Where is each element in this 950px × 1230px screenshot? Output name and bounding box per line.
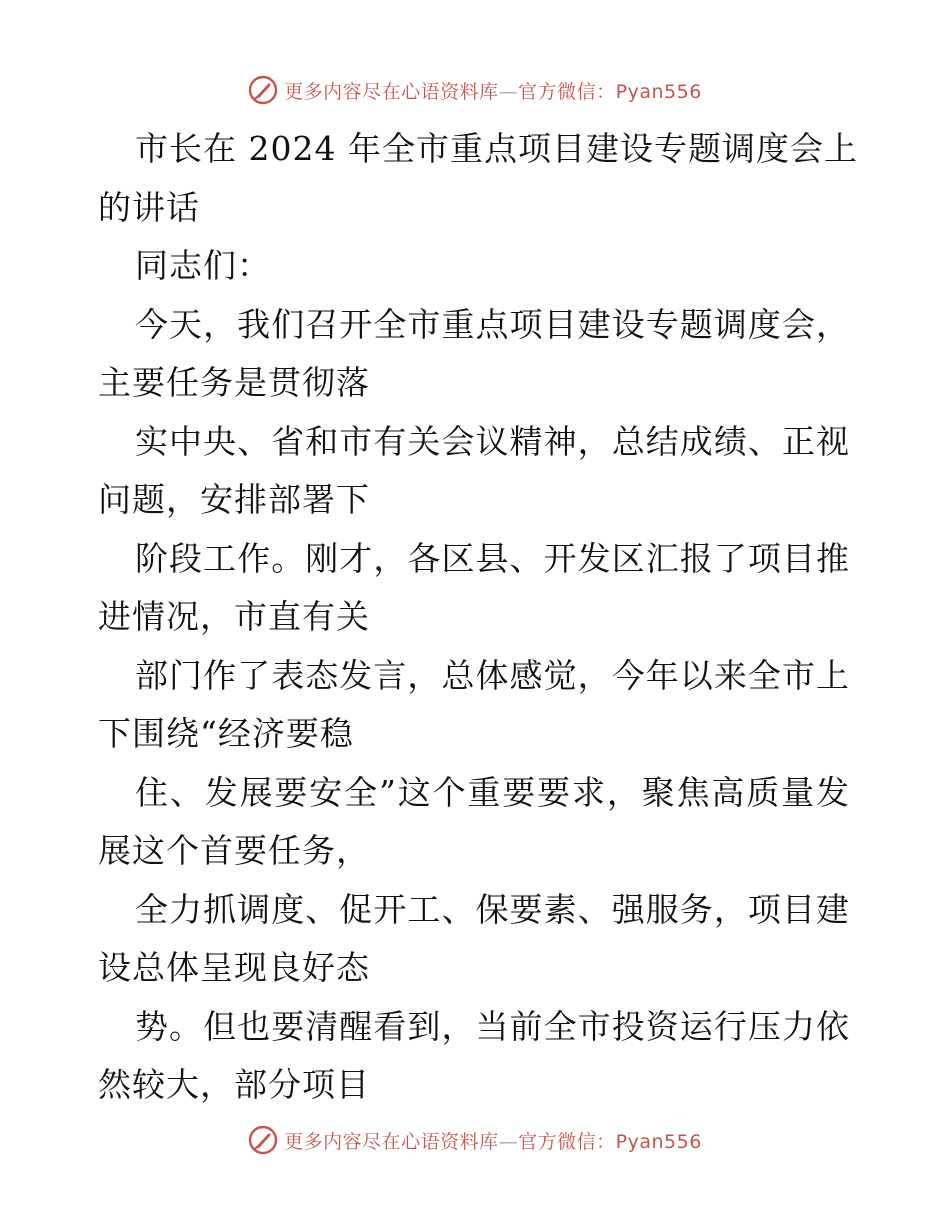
banner-text <box>284 1127 702 1154</box>
header-banner <box>0 72 950 108</box>
body-line: 进情况，市直有关 <box>98 597 370 636</box>
body-line: 展这个首要任务， <box>98 831 370 870</box>
banner-text <box>284 77 702 104</box>
body-line: 势。但也要清醒看到，当前全市投资运行压力依 <box>135 1006 850 1046</box>
body-line: 主要任务是贯彻落 <box>98 363 370 402</box>
body-line: 部门作了表态发言，总体感觉，今年以来全市上 <box>135 655 850 695</box>
body-line: 下围绕“经济要稳 <box>98 714 354 753</box>
banner-separator: — <box>498 1130 519 1153</box>
body-line: 问题，安排部署下 <box>98 480 370 519</box>
quill-logo-icon <box>248 1125 278 1155</box>
salutation: 同志们： <box>135 246 271 285</box>
body-line: 然较大，部分项目 <box>98 1065 370 1104</box>
document-body <box>98 120 858 1115</box>
body-line: 设总体呈现良好态 <box>98 948 370 987</box>
banner-wechat-text: 官方微信：Pyan556 <box>518 1130 702 1153</box>
body-line: 阶段工作。刚才，各区县、开发区汇报了项目推 <box>135 538 850 578</box>
body-line: 实中央、省和市有关会议精神，总结成绩、正视 <box>135 421 850 461</box>
banner-main-text: 更多内容尽在心语资料库 <box>284 80 499 103</box>
body-line: 住、发展要安全”这个重要要求，聚焦高质量发 <box>135 772 850 812</box>
banner-main-text: 更多内容尽在心语资料库 <box>284 1130 499 1153</box>
title-line-1: 市长在 2024 年全市重点项目建设专题调度会上 <box>135 129 858 168</box>
banner-wechat-text: 官方微信：Pyan556 <box>518 80 702 103</box>
title-line-2: 的讲话 <box>98 187 200 227</box>
body-line: 今天，我们召开全市重点项目建设专题调度会， <box>135 304 850 344</box>
quill-logo-icon <box>248 75 278 105</box>
footer-banner <box>0 1122 950 1158</box>
banner-separator: — <box>498 80 519 103</box>
body-line: 全力抓调度、促开工、保要素、强服务，项目建 <box>135 889 850 929</box>
